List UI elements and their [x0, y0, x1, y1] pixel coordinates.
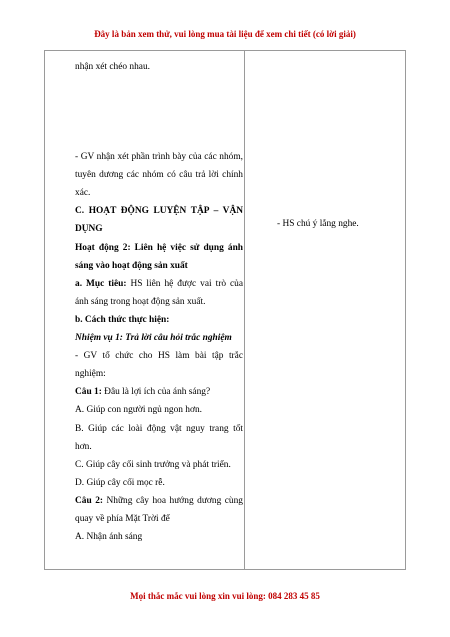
question-1-text: Đâu là lợi ích của ánh sáng?	[101, 387, 211, 398]
objective-label: a. Mục tiêu:	[75, 278, 127, 289]
answer-option: B. Giúp các loài động vật nguy trang tốt hơn.	[75, 423, 243, 452]
preview-notice: Đây là bản xem thử, vui lòng mua tài liệu để xem chi tiết (có lời giải)	[94, 29, 356, 39]
contact-notice: Mọi thắc mắc vui lòng xin vui lòng: 084 283 45 85	[130, 591, 320, 601]
objective-text: HS liên hệ được vai trò của ánh sáng trong hoạt động sản xuất.	[75, 278, 243, 307]
question-2-text: Những cây hoa hướng dương cùng quay về phía Mặt Trời để	[75, 495, 243, 524]
answer-option: D. Giúp cây cối mọc rễ.	[75, 477, 165, 488]
section-heading: C. HOẠT ĐỘNG LUYỆN TẬP – VẬN DỤNG	[75, 206, 243, 235]
question-1-label: Câu 1:	[75, 387, 102, 398]
student-activity-column	[277, 215, 402, 233]
text-line: nhận xét chéo nhau.	[75, 62, 150, 72]
objective	[75, 275, 243, 311]
gv-comment: - GV nhận xét phần trình bày của các nhóm, tuyên dương các nhóm có câu trả lời chính xác.	[75, 152, 243, 199]
question-1	[75, 383, 243, 401]
method-heading: b. Cách thức thực hiện:	[75, 314, 170, 325]
answer-option: C. Giúp cây cối sinh trưởng và phát triển.	[75, 459, 231, 470]
gv-instruction: - GV tổ chức cho HS làm bài tập trắc nghiệm:	[75, 351, 243, 380]
blank-space	[75, 76, 243, 148]
student-response: - HS chú ý lắng nghe.	[277, 219, 359, 229]
answer-option: A. Giúp con người ngủ ngon hơn.	[75, 405, 202, 416]
task-heading: Nhiệm vụ 1: Trả lời câu hỏi trắc nghiệm	[75, 333, 232, 344]
activity-heading: Hoạt động 2: Liên hệ việc sử dụng ánh sáng vào hoạt động sản xuất	[75, 242, 243, 271]
question-2	[75, 492, 243, 528]
question-2-label: Câu 2:	[75, 495, 103, 506]
teacher-activity-column	[75, 58, 243, 546]
column-divider	[244, 50, 245, 570]
answer-option: A. Nhận ánh sáng	[75, 532, 143, 543]
